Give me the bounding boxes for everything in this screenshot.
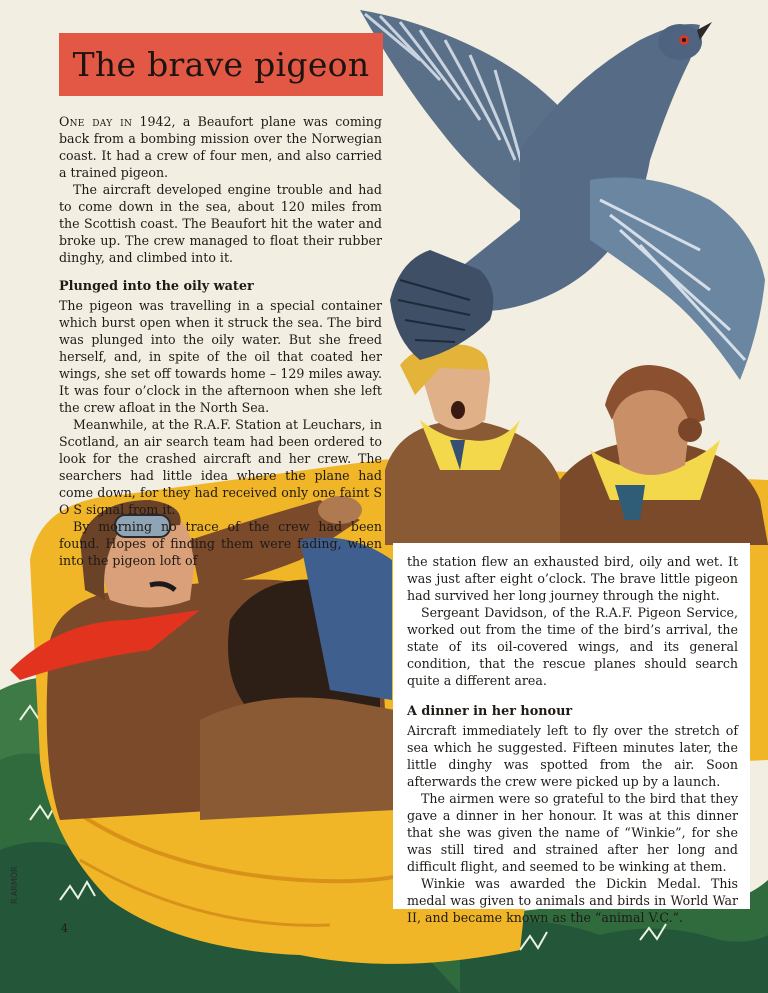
- left-column: [59, 113, 382, 569]
- page-number: 4: [61, 922, 68, 935]
- airman-helmet: [560, 365, 768, 545]
- intro-smallcaps: One day in: [59, 114, 133, 129]
- paragraph: The pigeon was travelling in a special container which burst open when it struck the sea. The bird was plunged into the oily water. But she freed herself, and, in spite of the oil that coated her wings, she set off towards home – 129 miles away. It was four o’clock in the afternoon when she left the crew afloat in the North Sea.: [59, 298, 382, 415]
- paragraph: By morning no trace of the crew had been found. Hopes of finding them were fading, when into the pigeon loft of: [59, 519, 382, 568]
- paragraph: Sergeant Davidson, of the R.A.F. Pigeon Service, worked out from the time of the bird’s arrival, the state of its oil-covered wings, and its general condition, that the rescue planes should search quite a different area.: [407, 605, 738, 688]
- paragraph: The airmen were so grateful to the bird that they gave a dinner in her honour. It was at this dinner that she was given the name of “Winkie”, for she was still tired and strained after her long and difficult flight, and seemed to be winking at them.: [407, 791, 738, 874]
- airman-blond: [385, 344, 560, 545]
- paragraph-intro: [59, 113, 382, 181]
- paragraph: Aircraft immediately left to fly over the stretch of sea which he suggested. Fifteen minutes later, the little dinghy was spotted from the air. Soon afterwards the crew were picked up by a launch.: [407, 723, 738, 789]
- paragraph: Meanwhile, at the R.A.F. Station at Leuchars, in Scotland, an air search team had been ordered to look for the crashed aircraft and her crew. The searchers had little idea where the plane had come down, for they had received only one faint S O S signal from it.: [59, 417, 382, 517]
- page-title: The brave pigeon: [72, 45, 370, 84]
- section-heading-dinner: A dinner in her honour: [407, 704, 573, 719]
- pigeon-illustration: [360, 10, 765, 380]
- paragraph: Winkie was awarded the Dickin Medal. This medal was given to animals and birds in World War II, and became known as the “animal V.C.”.: [407, 876, 738, 925]
- right-column: [393, 543, 750, 925]
- artist-signature: R.ARMOR: [10, 866, 19, 904]
- section-heading-oily-water: Plunged into the oily water: [59, 279, 254, 294]
- title-banner: [59, 33, 383, 96]
- intro-rest: 1942, a Beaufort plane was coming back from a bombing mission over the Norwegian coast. It had a crew of four men, and also carried a trained pigeon.: [59, 114, 382, 180]
- paragraph: The aircraft developed engine trouble and had to come down in the sea, about 120 miles from the Scottish coast. The Beaufort hit the water and broke up. The crew managed to float their rubber dinghy, and climbed into it.: [59, 182, 382, 265]
- paragraph: the station flew an exhausted bird, oily and wet. It was just after eight o’clock. The brave little pigeon had survived her long journey through the night.: [407, 554, 738, 603]
